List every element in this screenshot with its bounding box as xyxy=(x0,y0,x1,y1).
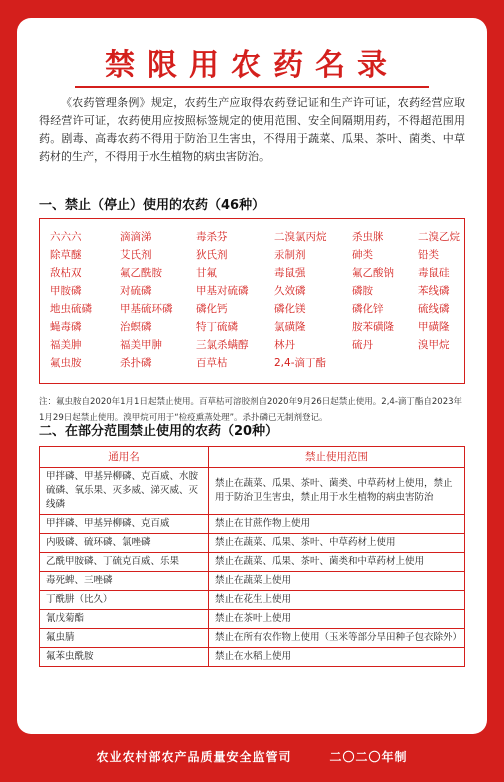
banned-pesticide-item: 甘氟 xyxy=(196,267,217,279)
banned-pesticide-item: 毒鼠强 xyxy=(274,267,306,279)
prohibited-scope-cell: 禁止在甘蔗作物上使用 xyxy=(209,515,465,534)
pesticide-names-cell: 毒死蜱、三唑磷 xyxy=(40,572,209,591)
column-header-name: 通用名 xyxy=(40,447,209,468)
banned-pesticide-item: 二溴乙烷 xyxy=(418,231,460,243)
column-header-scope: 禁止使用范围 xyxy=(209,447,465,468)
intro-paragraph: 《农药管理条例》规定，农药生产应取得农药登记证和生产许可证，农药经营应取得经营许可证，农药使用应按照标签规定的使用范围、安全间隔期用药，不得超范围用药。剧毒、高毒农药不得用于防治卫生害虫，不得用于蔬菜、瓜果、茶叶、菌类、中草药材的生产，不得用于水生植物的病虫害防治。 xyxy=(39,96,465,163)
banned-pesticide-item: 溴甲烷 xyxy=(418,339,450,351)
banned-pesticide-item: 2,4-滴丁酯 xyxy=(274,357,326,369)
pesticide-names-cell: 氟苯虫酰胺 xyxy=(40,648,209,667)
banned-pesticide-item: 蝇毒磷 xyxy=(50,321,82,333)
prohibited-scope-cell: 禁止在水稻上使用 xyxy=(209,648,465,667)
banned-pesticide-item: 甲磺隆 xyxy=(418,321,450,333)
pesticide-names-cell: 乙酰甲胺磷、丁硫克百威、乐果 xyxy=(40,553,209,572)
table-row xyxy=(40,629,465,648)
banned-pesticide-item: 二溴氯丙烷 xyxy=(274,231,327,243)
banned-pesticide-item: 久效磷 xyxy=(274,285,306,297)
title-underline xyxy=(75,86,429,88)
banned-pesticide-item: 苯线磷 xyxy=(418,285,450,297)
table-row xyxy=(40,534,465,553)
banned-pesticide-item: 对硫磷 xyxy=(120,285,152,297)
banned-pesticide-item: 砷类 xyxy=(352,249,373,261)
banned-pesticide-item: 胺苯磺隆 xyxy=(352,321,394,333)
banned-pesticide-item: 狄氏剂 xyxy=(196,249,228,261)
prohibited-scope-cell: 禁止在蔬菜、瓜果、茶叶、菌类、中草药材上使用，禁止用于防治卫生害虫，禁止用于水生植物的病虫害防治 xyxy=(209,468,465,515)
banned-pesticide-item: 滴滴涕 xyxy=(120,231,152,243)
banned-pesticide-item: 治螟磷 xyxy=(120,321,152,333)
banned-pesticide-item: 杀虫脒 xyxy=(352,231,384,243)
banned-pesticide-list xyxy=(39,218,465,384)
banned-pesticide-item: 磷化钙 xyxy=(196,303,228,315)
banned-pesticide-item: 六六六 xyxy=(50,231,82,243)
pesticide-names-cell: 氰戊菊酯 xyxy=(40,610,209,629)
table-header-row xyxy=(40,447,465,468)
pesticide-names-cell: 内吸磷、硫环磷、氯唑磷 xyxy=(40,534,209,553)
section1-note: 注：氟虫胺自2020年1月1日起禁止使用。百草枯可溶胶剂自2020年9月26日起禁止使用。2,4-滴丁酯自2023年1月29日起禁止使用。溴甲烷可用于“检疫熏蒸处理”。杀扑磷已无制剂登记。 xyxy=(39,397,463,423)
prohibited-scope-cell: 禁止在所有农作物上使用（玉米等部分旱田种子包衣除外） xyxy=(209,629,465,648)
banned-pesticide-item: 艾氏剂 xyxy=(120,249,152,261)
section2-heading: 二、在部分范围禁止使用的农药（20种） xyxy=(39,424,279,439)
banned-pesticide-item: 毒鼠硅 xyxy=(418,267,450,279)
banned-pesticide-item: 汞制剂 xyxy=(274,249,306,261)
pesticide-names-cell: 丁酰肼（比久） xyxy=(40,591,209,610)
banned-pesticide-item: 甲基硫环磷 xyxy=(120,303,173,315)
table-row xyxy=(40,572,465,591)
section1-heading: 一、禁止（停止）使用的农药（46种） xyxy=(39,198,266,213)
banned-pesticide-item: 林丹 xyxy=(274,339,295,351)
page-title: 禁限用农药名录 xyxy=(105,48,399,83)
banned-pesticide-item: 百草枯 xyxy=(196,357,228,369)
banned-pesticide-item: 磷化锌 xyxy=(352,303,384,315)
footer-issuer: 农业农村部农产品质量安全监管司 xyxy=(96,750,292,764)
banned-pesticide-item: 硫丹 xyxy=(352,339,373,351)
banned-pesticide-item: 地虫硫磷 xyxy=(50,303,92,315)
table-row xyxy=(40,553,465,572)
prohibited-scope-cell: 禁止在茶叶上使用 xyxy=(209,610,465,629)
banned-pesticide-item: 甲胺磷 xyxy=(50,285,82,297)
document-card xyxy=(17,18,487,734)
pesticide-names-cell: 甲拌磷、甲基异柳磷、克百威、水胺硫磷、氧乐果、灭多威、涕灭威、灭线磷 xyxy=(40,468,209,515)
restricted-pesticide-table xyxy=(39,446,465,667)
footer-date: 二〇二〇年制 xyxy=(329,750,408,764)
table-row xyxy=(40,610,465,629)
banned-pesticide-item: 特丁硫磷 xyxy=(196,321,238,333)
banned-pesticide-item: 敌枯双 xyxy=(50,267,82,279)
table-row xyxy=(40,515,465,534)
banned-pesticide-item: 三氯杀螨醇 xyxy=(196,339,249,351)
pesticide-names-cell: 氟虫腈 xyxy=(40,629,209,648)
banned-pesticide-item: 氟乙酸钠 xyxy=(352,267,394,279)
table-row xyxy=(40,648,465,667)
banned-pesticide-item: 杀扑磷 xyxy=(120,357,152,369)
pesticide-names-cell: 甲拌磷、甲基异柳磷、克百威 xyxy=(40,515,209,534)
prohibited-scope-cell: 禁止在蔬菜、瓜果、茶叶、菌类和中草药材上使用 xyxy=(209,553,465,572)
banned-pesticide-item: 硫线磷 xyxy=(418,303,450,315)
table-row xyxy=(40,468,465,515)
prohibited-scope-cell: 禁止在蔬菜上使用 xyxy=(209,572,465,591)
footer xyxy=(0,748,504,765)
banned-pesticide-item: 毒杀芬 xyxy=(196,231,228,243)
banned-pesticide-item: 氟虫胺 xyxy=(50,357,82,369)
banned-pesticide-item: 铅类 xyxy=(418,249,439,261)
banned-pesticide-item: 磷化镁 xyxy=(274,303,306,315)
banned-pesticide-item: 氟乙酰胺 xyxy=(120,267,162,279)
banned-pesticide-item: 氯磺隆 xyxy=(274,321,306,333)
banned-pesticide-item: 磷胺 xyxy=(352,285,373,297)
banned-pesticide-item: 福美胂 xyxy=(50,339,82,351)
prohibited-scope-cell: 禁止在花生上使用 xyxy=(209,591,465,610)
prohibited-scope-cell: 禁止在蔬菜、瓜果、茶叶、中草药材上使用 xyxy=(209,534,465,553)
banned-pesticide-item: 福美甲胂 xyxy=(120,339,162,351)
table-row xyxy=(40,591,465,610)
banned-pesticide-item: 甲基对硫磷 xyxy=(196,285,249,297)
banned-pesticide-item: 除草醚 xyxy=(50,249,82,261)
